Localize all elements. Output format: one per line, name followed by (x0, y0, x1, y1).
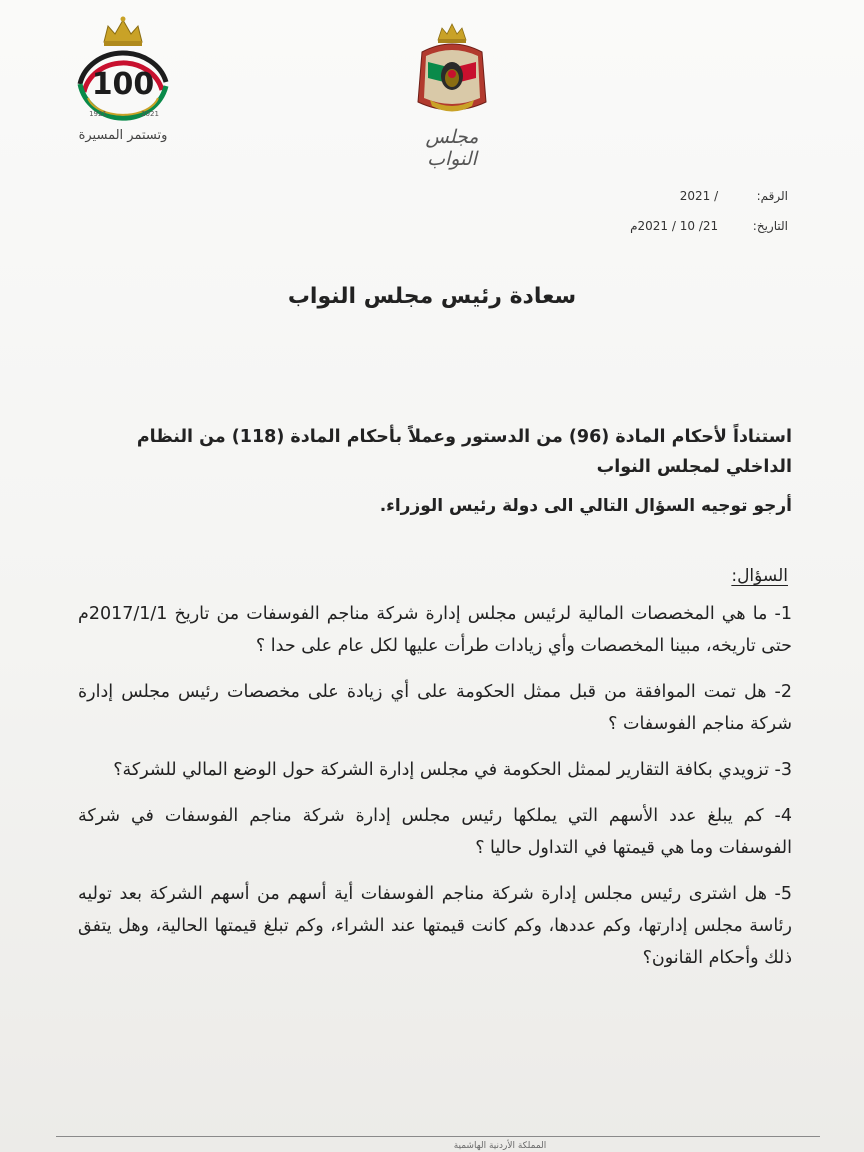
centennial-year-start: 1921 (89, 110, 107, 118)
centennial-year-end: 2021 (141, 110, 159, 118)
parliament-emblem (410, 22, 494, 170)
questions-heading: السؤال: (731, 566, 788, 586)
letter-date (630, 219, 788, 233)
date-label: التاريخ: (752, 219, 788, 233)
footer-text: المملكة الأردنية الهاشمية (453, 1141, 547, 1151)
questions-list (78, 598, 792, 988)
reference-number (680, 189, 788, 203)
centennial-number: 100 (91, 67, 155, 102)
centennial-tagline: وتستمر المسيرة (78, 128, 168, 143)
question-item: 2- هل تمت الموافقة من قبل ممثل الحكومة على أي زيادة على مخصصات رئيس مجلس إدارة شركة مناجم الفوسفات ؟ (78, 682, 792, 734)
question-item: 4- كم يبلغ عدد الأسهم التي يملكها رئيس مجلس إدارة شركة مناجم الفوسفات في شركة الفوسفات وما هي قيمتها في التداول حاليا ؟ (78, 806, 792, 858)
coat-of-arms-icon (410, 22, 494, 122)
reference-label: الرقم: (756, 189, 788, 203)
question-item: 5- هل اشترى رئيس مجلس إدارة شركة مناجم الفوسفات أية أسهم من أسهم الشركة بعد توليه رئاسة مجلس إدارتها، وكم عددها، وكم كانت قيمتها عند الشراء، وكم تبلغ قيمتها الحالية، وهل يتفق ذلك وأحكام القانون؟ (78, 884, 792, 968)
question-item: 3- تزويدي بكافة التقارير لممثل الحكومة في مجلس إدارة الشركة حول الوضع المالي للشركة؟ (113, 760, 792, 780)
centennial-logo (58, 12, 188, 152)
crown-icon (104, 17, 142, 47)
emblem-caption: مجلس النواب (425, 126, 479, 170)
reference-value: / 2021 (679, 189, 719, 203)
question-item: 1- ما هي المخصصات المالية لرئيس مجلس إدارة شركة مناجم الفوسفات من تاريخ 2017/1/1م حتى تاريخه، مبينا المخصصات وأي زيادات طرأت عليها لكل عام على حدا ؟ (78, 604, 792, 656)
footer-divider (56, 1136, 820, 1137)
legal-basis-paragraph: استناداً لأحكام المادة (96) من الدستور وعملاً بأحكام المادة (118) من النظام الداخلي لمجلس النواب (136, 427, 792, 477)
centennial-emblem-graphic (58, 12, 188, 132)
request-paragraph: أرجو توجيه السؤال التالي الى دولة رئيس الوزراء. (379, 496, 792, 516)
letter-salutation: سعادة رئيس مجلس النواب (287, 284, 577, 309)
date-value: 21/ 10 / 2021م (630, 219, 719, 233)
